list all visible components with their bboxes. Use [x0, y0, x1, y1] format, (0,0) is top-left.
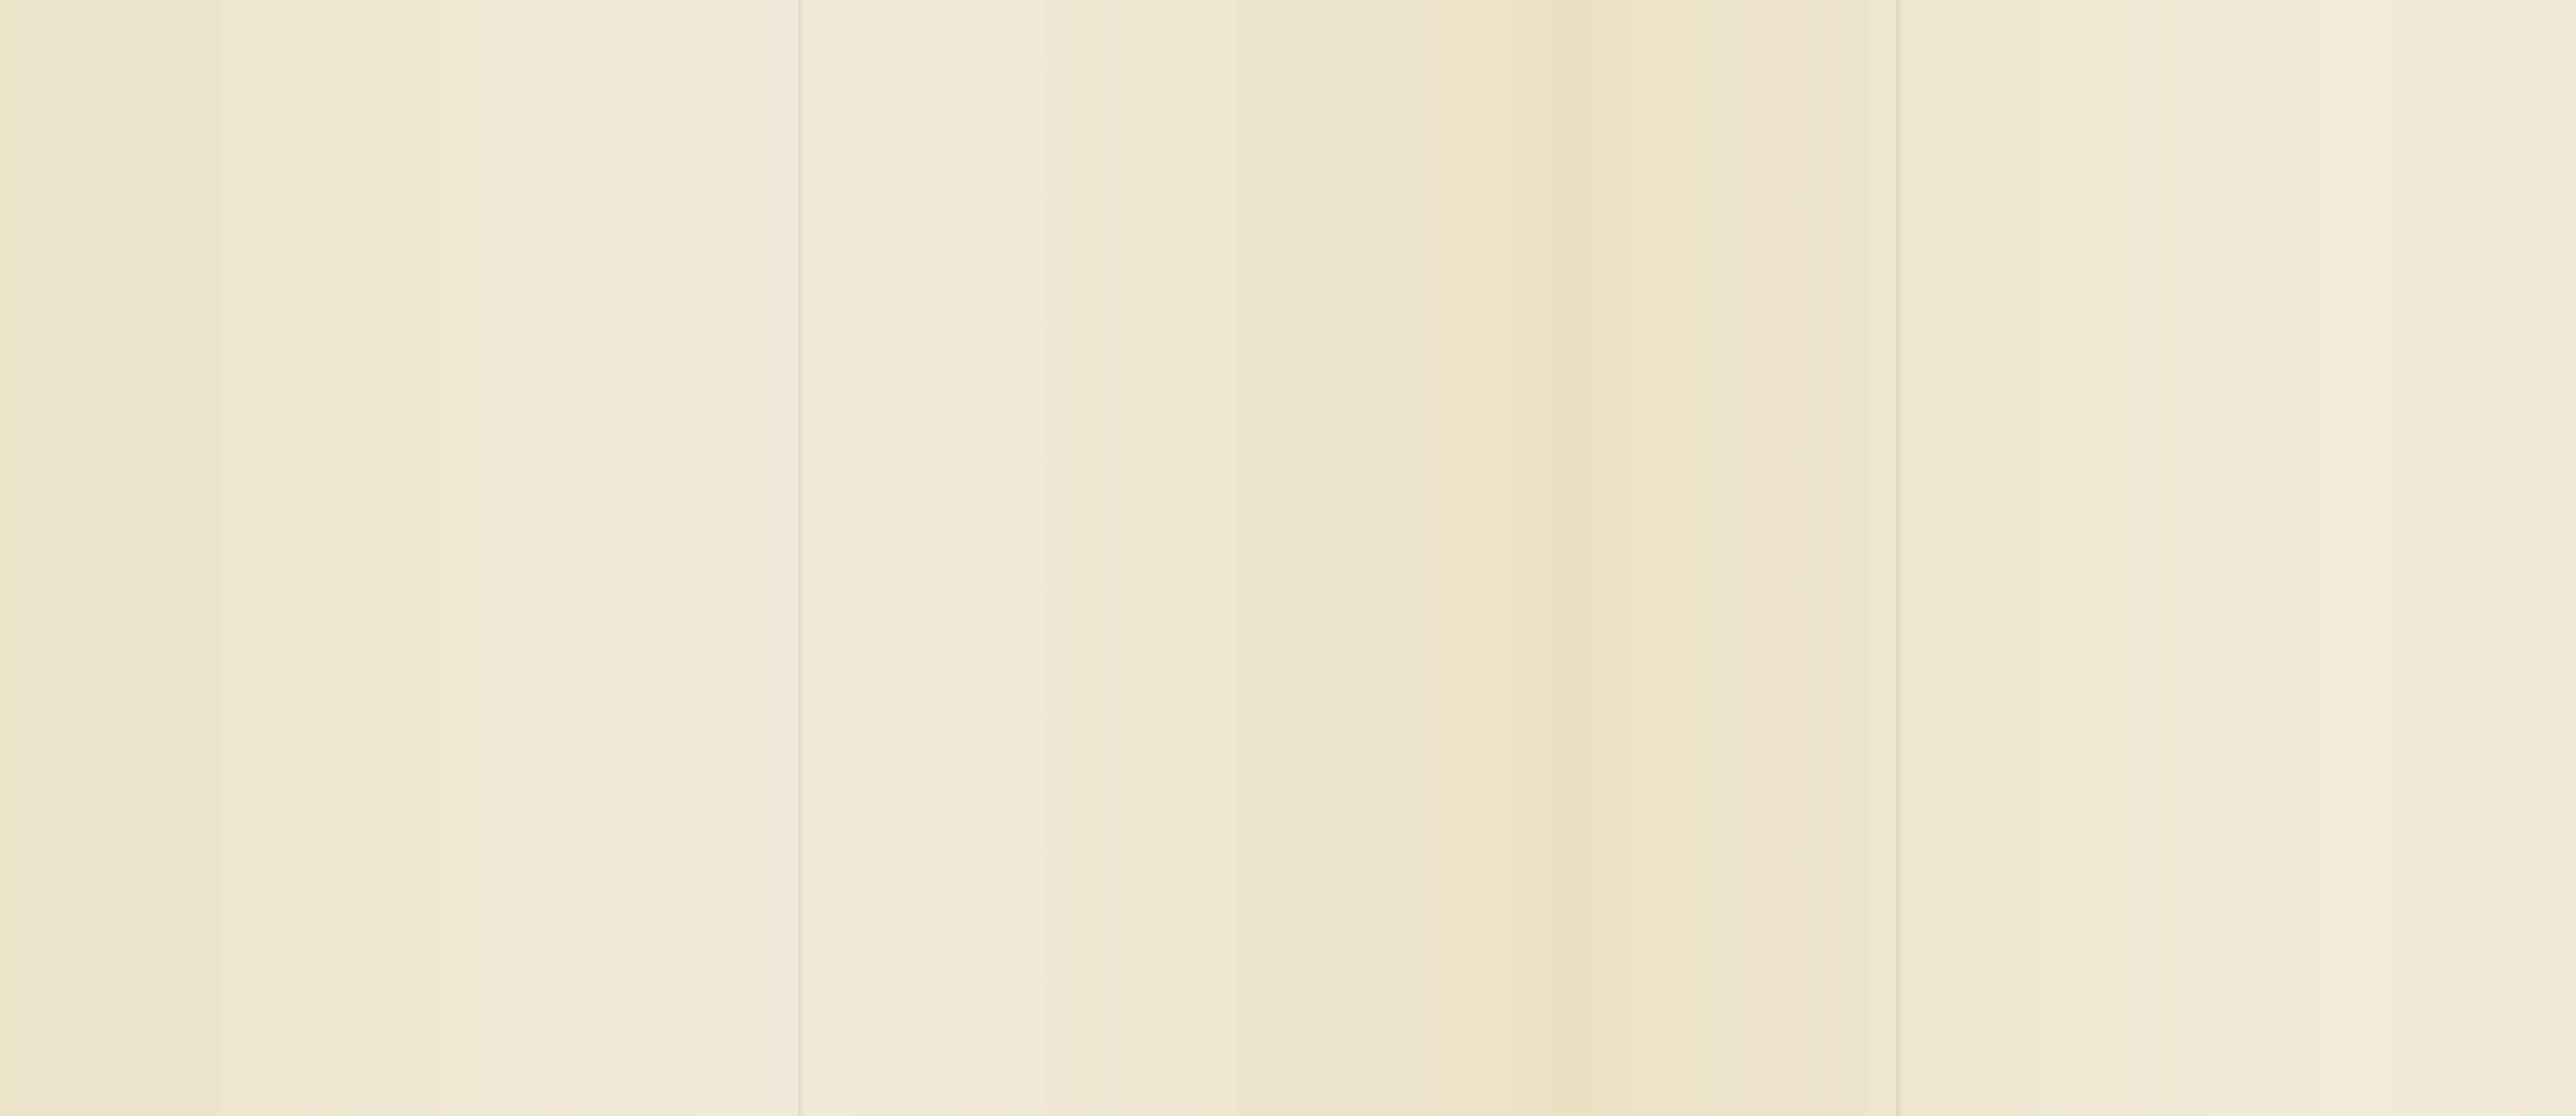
notes-column: [1072, 28, 1814, 1116]
fold-line: [1896, 0, 1903, 1116]
explanation-column: [82, 26, 773, 1116]
zone-sector-label: [866, 72, 1020, 824]
fold-line: [799, 0, 806, 1116]
